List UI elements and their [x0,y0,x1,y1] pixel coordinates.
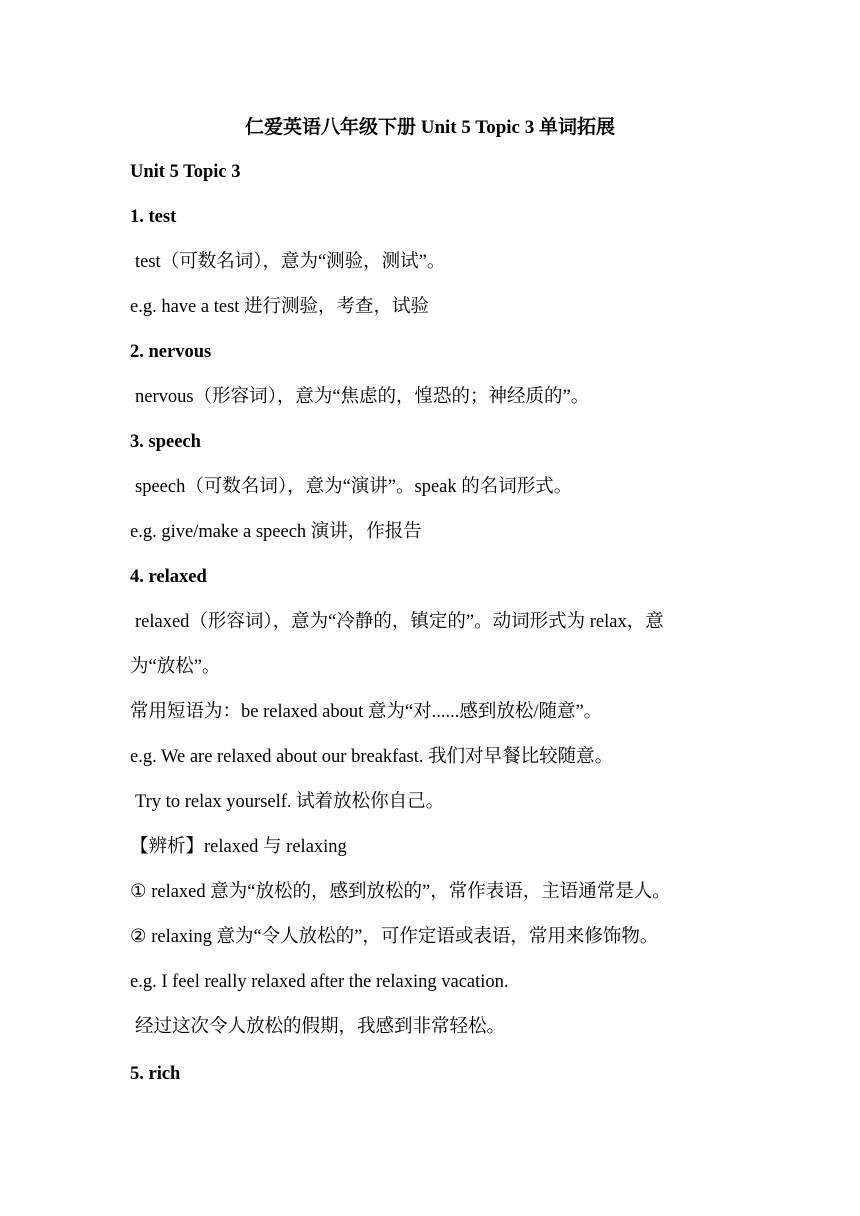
definition-speech: speech（可数名词），意为“演讲”。speak 的名词形式。 [135,477,573,497]
definition-nervous: nervous（形容词），意为“焦虑的，惶恐的；神经质的”。 [135,387,590,407]
word-heading-rich: 5. rich [130,1064,181,1084]
word-heading-relaxed: 4. relaxed [130,567,207,587]
definition-test: test（可数名词），意为“测验，测试”。 [135,252,446,272]
example-relaxed-breakfast: e.g. We are relaxed about our breakfast. 我们对早餐比较随意。 [130,747,614,767]
example-relax-yourself: Try to relax yourself. 试着放松你自己。 [135,792,445,812]
word-heading-test: 1. test [130,207,177,227]
document-title: 仁爱英语八年级下册 Unit 5 Topic 3 单词拓展 [244,117,615,138]
comparison-relaxing: ② relaxing 意为“令人放松的”，可作定语或表语，常用来修饰物。 [130,927,659,947]
definition-relaxed-continued: 为“放松”。 [130,657,221,677]
phrase-relaxed-about: 常用短语为：be relaxed about 意为“对......感到放松/随意”。 [130,702,603,722]
example-test: e.g. have a test 进行测验，考查，试验 [130,297,430,317]
comparison-relaxed: ① relaxed 意为“放松的，感到放松的”，常作表语，主语通常是人。 [130,882,671,902]
example-speech: e.g. give/make a speech 演讲，作报告 [130,522,422,542]
example-relaxing-vacation: e.g. I feel really relaxed after the relaxing vacation. [130,972,509,992]
word-heading-speech: 3. speech [130,432,201,452]
word-heading-nervous: 2. nervous [130,342,212,362]
definition-relaxed: relaxed（形容词），意为“冷静的，镇定的”。动词形式为 relax，意 [135,612,664,632]
example-translation: 经过这次令人放松的假期，我感到非常轻松。 [135,1017,506,1037]
section-heading: Unit 5 Topic 3 [130,162,241,182]
comparison-heading: 【辨析】relaxed 与 relaxing [130,837,347,857]
